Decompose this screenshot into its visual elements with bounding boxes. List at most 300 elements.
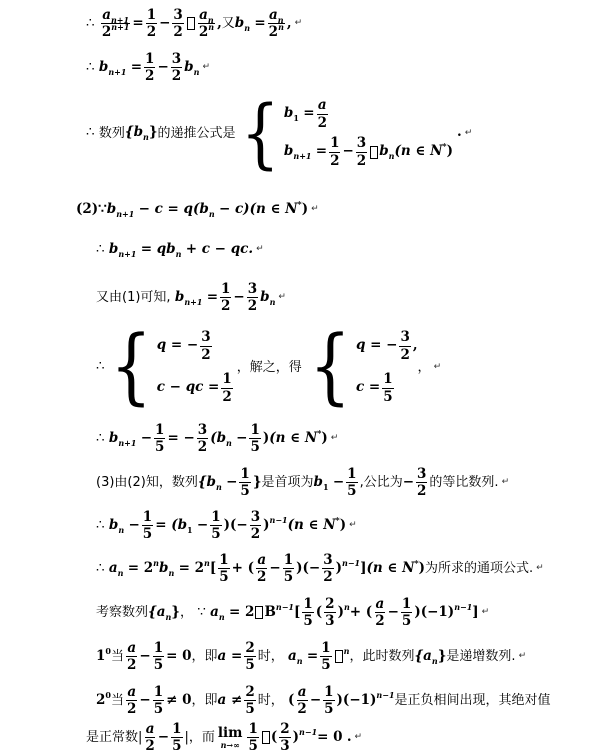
fraction	[146, 8, 157, 39]
math-text: 2	[197, 439, 208, 456]
math-text: −	[157, 728, 170, 745]
math-text: (	[270, 728, 278, 745]
math-text: a	[210, 603, 219, 620]
math-text	[356, 367, 418, 409]
math-text: c − qc =	[156, 379, 220, 396]
math-text: 2	[280, 721, 290, 737]
math-text	[284, 95, 453, 133]
math-text: )	[262, 429, 270, 446]
fraction	[244, 641, 255, 672]
math-text: (n ∈ N	[269, 429, 318, 446]
math-text: 5	[172, 738, 182, 754]
math-text: 5	[219, 569, 229, 586]
math-text: ↵	[202, 62, 210, 73]
math-text: ∴	[96, 358, 105, 375]
math-text: ↵	[501, 477, 510, 488]
fraction	[268, 8, 285, 39]
math-text: )(−	[223, 516, 248, 533]
math-text: + (	[349, 603, 373, 620]
fraction	[244, 685, 255, 716]
math-text: )(−	[296, 559, 321, 576]
math-text: 3	[417, 466, 427, 482]
math-text: = −	[167, 429, 195, 446]
math-text: n	[143, 132, 149, 142]
fraction	[250, 510, 261, 541]
fraction	[401, 597, 412, 628]
math-text: 2	[127, 701, 137, 718]
math-text: b	[159, 559, 169, 576]
line-3	[86, 88, 473, 177]
math-text: [	[293, 603, 301, 620]
fraction	[323, 685, 334, 716]
math-text: lim	[217, 725, 243, 742]
math-text: 3	[323, 552, 333, 568]
math-text	[356, 325, 418, 409]
math-text: 5	[283, 569, 294, 586]
math-text: {a	[414, 647, 432, 664]
math-text: a ≠	[217, 691, 243, 708]
math-text: )	[418, 559, 426, 576]
fraction	[320, 641, 331, 672]
math-text: n	[277, 15, 284, 25]
math-text: n	[431, 655, 438, 666]
fraction	[416, 467, 427, 498]
math-text: )(−1)	[414, 603, 455, 620]
math-text: =	[315, 143, 328, 160]
fraction	[171, 52, 182, 83]
math-text: ↵	[349, 520, 357, 531]
fraction	[171, 722, 182, 753]
math-text: (	[315, 603, 323, 620]
math-text: 2	[417, 483, 427, 500]
fraction	[154, 423, 165, 454]
math-text: 5	[142, 526, 153, 543]
fraction	[144, 52, 155, 83]
math-text: b	[234, 14, 245, 31]
math-text: = 0	[317, 728, 343, 745]
math-text: 又	[221, 16, 235, 32]
line-6	[96, 282, 286, 313]
math-text: n	[117, 567, 124, 578]
math-text: = (b	[155, 516, 188, 533]
math-text: 2	[330, 152, 340, 169]
math-text: 当	[110, 649, 124, 665]
left-brace: {	[240, 88, 280, 177]
math-text: 5	[347, 483, 357, 500]
math-text: {	[309, 319, 351, 414]
line-11	[96, 553, 544, 584]
math-text: 2	[101, 24, 112, 41]
math-text: a	[127, 684, 137, 700]
line-8	[96, 423, 338, 454]
equation-system	[105, 319, 235, 414]
math-text: ,	[412, 337, 418, 354]
math-text: n+1	[184, 296, 203, 307]
fraction	[329, 136, 340, 167]
math-text: n	[165, 611, 172, 622]
math-text: q = −	[156, 337, 199, 354]
math-text: 1	[187, 524, 193, 535]
math-text: 2	[297, 701, 307, 718]
math-text: = qb	[140, 241, 176, 257]
line-15	[86, 722, 362, 753]
math-text: = 2	[229, 603, 255, 620]
math-text: n+1	[110, 15, 130, 25]
math-text: 2	[96, 691, 106, 708]
math-text: n+1	[111, 22, 130, 33]
math-text: 5	[303, 613, 313, 630]
math-text: }	[148, 124, 158, 141]
math-text: .	[346, 728, 352, 745]
line-12	[96, 597, 489, 628]
math-text: n	[207, 15, 214, 25]
math-text: =	[306, 647, 319, 664]
math-text: ≠ 0	[166, 691, 192, 708]
fraction	[374, 597, 385, 628]
math-text: b	[108, 516, 119, 533]
math-text: )	[263, 516, 270, 533]
fraction	[247, 282, 258, 313]
math-text: a	[102, 7, 111, 23]
math-text: (n ∈ N	[287, 516, 336, 533]
math-text: n+1	[116, 208, 135, 219]
math-text: 1	[283, 552, 294, 568]
fraction	[296, 685, 307, 716]
math-text: 3	[400, 329, 410, 346]
fraction	[210, 510, 221, 541]
math-text: ，解之，得	[236, 359, 302, 375]
fraction	[317, 98, 328, 129]
paragraph-mark: ↵	[294, 18, 303, 29]
math-text: )	[301, 201, 309, 217]
math-text: ，此时数列	[349, 649, 415, 665]
math-text: −	[402, 473, 415, 490]
math-text: )	[335, 559, 343, 576]
math-text: n	[203, 557, 210, 568]
math-text: −	[196, 516, 209, 533]
math-text	[157, 367, 235, 409]
math-text: 1	[219, 552, 229, 568]
math-text: 5	[248, 738, 258, 754]
math-text: n	[168, 567, 175, 578]
math-text: {b	[197, 473, 216, 490]
math-text: 1	[322, 481, 329, 492]
math-text: *	[297, 198, 302, 209]
math-text: ↵	[536, 563, 544, 574]
math-text: −	[140, 429, 153, 446]
math-text: ，即	[191, 649, 218, 665]
math-text: )(−1)	[336, 691, 377, 708]
math-text: b	[260, 288, 270, 305]
math-text: ↵	[518, 651, 527, 662]
math-text: ，即	[191, 693, 218, 709]
math-text: ↵	[256, 244, 264, 255]
math-text: 0	[105, 689, 111, 700]
math-text: n	[244, 22, 251, 33]
math-text: c =	[355, 379, 381, 396]
math-text: ，	[179, 605, 193, 621]
math-text: − c = q(b	[138, 201, 209, 217]
math-text: ]	[360, 559, 367, 576]
math-text: 1	[222, 371, 232, 388]
math-text: 2	[268, 24, 279, 41]
math-text: 3	[250, 509, 261, 525]
math-text: a	[199, 7, 208, 23]
math-text	[284, 133, 453, 171]
math-text: n−1	[454, 601, 473, 612]
math-text: n→∞	[220, 739, 240, 750]
math-text: )	[292, 728, 300, 745]
math-text: n−1	[299, 726, 318, 737]
math-text: 2	[245, 684, 255, 700]
math-text: n	[343, 601, 350, 612]
math-text: }	[437, 647, 447, 664]
equation-system	[236, 88, 453, 177]
math-text: 2	[221, 298, 231, 315]
math-text: ∴	[96, 241, 105, 257]
fraction	[218, 553, 229, 584]
math-text: .	[457, 124, 462, 141]
math-text: (2)∵	[76, 201, 107, 217]
math-text: a	[375, 596, 385, 612]
math-text: 2	[127, 657, 137, 674]
math-text	[268, 24, 285, 39]
fraction	[197, 423, 208, 454]
fraction	[356, 136, 367, 167]
math-text: b	[184, 58, 194, 75]
math-text: =	[130, 58, 143, 75]
math-text: 2	[173, 24, 183, 41]
math-text: 1	[347, 466, 357, 482]
math-text: 1	[96, 647, 106, 664]
math-text: 2	[245, 640, 255, 656]
math-text: 5	[245, 657, 255, 674]
math-text	[101, 24, 131, 39]
fraction	[172, 8, 183, 39]
line-5	[96, 243, 264, 257]
math-text: ↵	[433, 361, 442, 372]
math-text: [	[209, 559, 217, 576]
math-text: =	[206, 288, 219, 305]
math-text: 3	[201, 329, 211, 346]
math-text: ∴	[86, 124, 95, 141]
fraction	[142, 510, 153, 541]
math-text: − c)(n ∈ N	[218, 201, 298, 217]
math-text: 5	[383, 388, 393, 405]
math-text: |，而	[184, 730, 215, 746]
math-text: −	[159, 14, 171, 31]
math-text: −	[139, 691, 151, 708]
line-2	[86, 52, 210, 83]
math-text: 5	[250, 439, 260, 456]
math-text: n	[208, 22, 215, 33]
math-text: n	[175, 248, 182, 259]
math-text	[370, 146, 378, 159]
math-text: 5	[240, 483, 250, 500]
math-text: n	[269, 296, 276, 307]
math-text: ↵	[354, 732, 363, 743]
math-text: *	[335, 514, 340, 525]
math-text: (3)由(2)知，数列	[96, 475, 198, 491]
math-text: 2	[375, 613, 385, 630]
line-9	[96, 467, 509, 498]
math-text: −	[236, 429, 248, 446]
math-text: 2	[325, 596, 335, 612]
math-text: a	[317, 97, 327, 114]
math-text	[255, 606, 263, 619]
math-text: 5	[153, 657, 164, 674]
math-text: {a	[148, 603, 166, 620]
math-text: 1	[401, 596, 412, 612]
math-text: 1	[221, 281, 231, 297]
math-text: 5	[321, 657, 331, 674]
math-text: 3	[325, 613, 335, 630]
math-text: *	[317, 427, 322, 438]
fraction	[198, 8, 215, 39]
line-14	[96, 685, 551, 716]
math-text: ∴	[86, 58, 95, 75]
math-text: =	[132, 14, 144, 31]
math-text: b	[379, 143, 389, 160]
math-text: ∴	[96, 516, 105, 533]
math-text: n−1	[269, 514, 288, 525]
math-text	[262, 731, 270, 744]
math-text: 1	[303, 596, 313, 612]
math-text: {b	[124, 124, 144, 141]
fraction	[279, 722, 290, 753]
math-text: 1	[240, 466, 250, 482]
math-text: ↵	[311, 204, 319, 215]
math-text: 5	[153, 701, 164, 718]
math-text: + c − qc.	[185, 241, 254, 257]
math-text: 3	[173, 7, 183, 23]
fraction	[324, 597, 335, 628]
fraction	[153, 685, 164, 716]
fraction	[239, 467, 250, 498]
math-text: 5	[324, 701, 334, 718]
math-text: 3	[171, 51, 182, 67]
math-text: n	[278, 22, 284, 33]
equation-system	[304, 319, 418, 414]
math-text: n	[208, 208, 215, 219]
math-text: 5	[211, 526, 221, 543]
math-text: 2	[201, 346, 211, 363]
math-text: −	[342, 143, 354, 160]
math-text: 时，	[257, 693, 284, 709]
fraction	[126, 685, 137, 716]
math-text: 2	[356, 152, 367, 169]
math-text: 1	[153, 684, 164, 700]
math-text: 1	[321, 640, 331, 656]
math-text: =	[303, 105, 315, 122]
math-text: n+1	[118, 437, 137, 448]
math-text: 1	[153, 640, 164, 656]
fraction	[283, 553, 294, 584]
math-text	[356, 325, 418, 367]
fraction	[153, 641, 164, 672]
math-text: −	[269, 559, 281, 576]
math-text: ∴	[96, 559, 105, 576]
line-1	[86, 8, 302, 39]
math-text: 是正常数|	[86, 730, 143, 746]
fraction	[101, 8, 131, 39]
math-text: )	[339, 516, 347, 533]
math-text: = 0	[166, 647, 192, 664]
math-text: 的递推公式是	[157, 125, 236, 141]
math-text: 的等比数列.	[429, 475, 499, 491]
math-text: ↵	[481, 607, 490, 618]
math-text: ∵	[197, 603, 206, 620]
math-text: n+1	[118, 248, 137, 259]
math-text: n	[193, 66, 200, 77]
line-4	[76, 198, 319, 219]
math-text: )	[446, 143, 453, 160]
math-text: = 2	[178, 559, 204, 576]
math-text: b	[283, 143, 294, 160]
math-text: b	[283, 105, 294, 122]
math-text: 1	[146, 7, 157, 23]
fraction	[399, 330, 410, 361]
math-text: 1	[250, 422, 260, 438]
math-text: −	[233, 288, 245, 305]
math-text: 2	[145, 68, 155, 85]
math-text: b	[108, 241, 119, 257]
math-text: 数列	[98, 125, 125, 141]
math-text: 2	[257, 569, 267, 586]
math-text: =	[254, 14, 266, 31]
math-text: }	[171, 603, 180, 620]
math-text: 1	[293, 113, 299, 123]
math-text: 1	[142, 509, 153, 525]
math-text: 是递增数列.	[446, 649, 516, 665]
fraction	[302, 597, 313, 628]
math-text: b	[174, 288, 185, 305]
math-text: 1	[172, 721, 182, 737]
math-text: {	[109, 319, 152, 414]
math-text: ,公比为	[359, 475, 403, 491]
math-text: n−1	[342, 557, 361, 568]
fraction	[126, 641, 137, 672]
math-text: 3	[197, 422, 208, 438]
math-text: 1	[248, 721, 258, 737]
math-text: −	[226, 473, 238, 490]
math-text: *	[442, 141, 447, 151]
math-text: b	[313, 473, 323, 490]
math-text: a	[127, 640, 137, 656]
math-text: −	[139, 647, 151, 664]
math-text: −	[128, 516, 140, 533]
math-text: 3	[247, 281, 258, 297]
math-text: 0	[105, 645, 111, 656]
limit	[217, 726, 244, 749]
math-text: ↵	[464, 127, 473, 138]
math-text: (b	[210, 429, 227, 446]
math-text: 2	[400, 346, 410, 363]
math-text: 2	[145, 738, 155, 754]
math-text: 为所求的通项公式.	[425, 561, 534, 577]
math-text: = 2	[127, 559, 154, 576]
fraction	[249, 423, 260, 454]
fraction	[322, 553, 333, 584]
math-text: b	[98, 58, 109, 75]
fraction	[256, 553, 267, 584]
line-10	[96, 510, 357, 541]
math-text: 2	[247, 298, 258, 315]
math-text: 1	[211, 509, 221, 525]
math-text	[284, 95, 453, 171]
math-text: 5	[245, 701, 255, 718]
math-text: ]	[472, 603, 479, 620]
